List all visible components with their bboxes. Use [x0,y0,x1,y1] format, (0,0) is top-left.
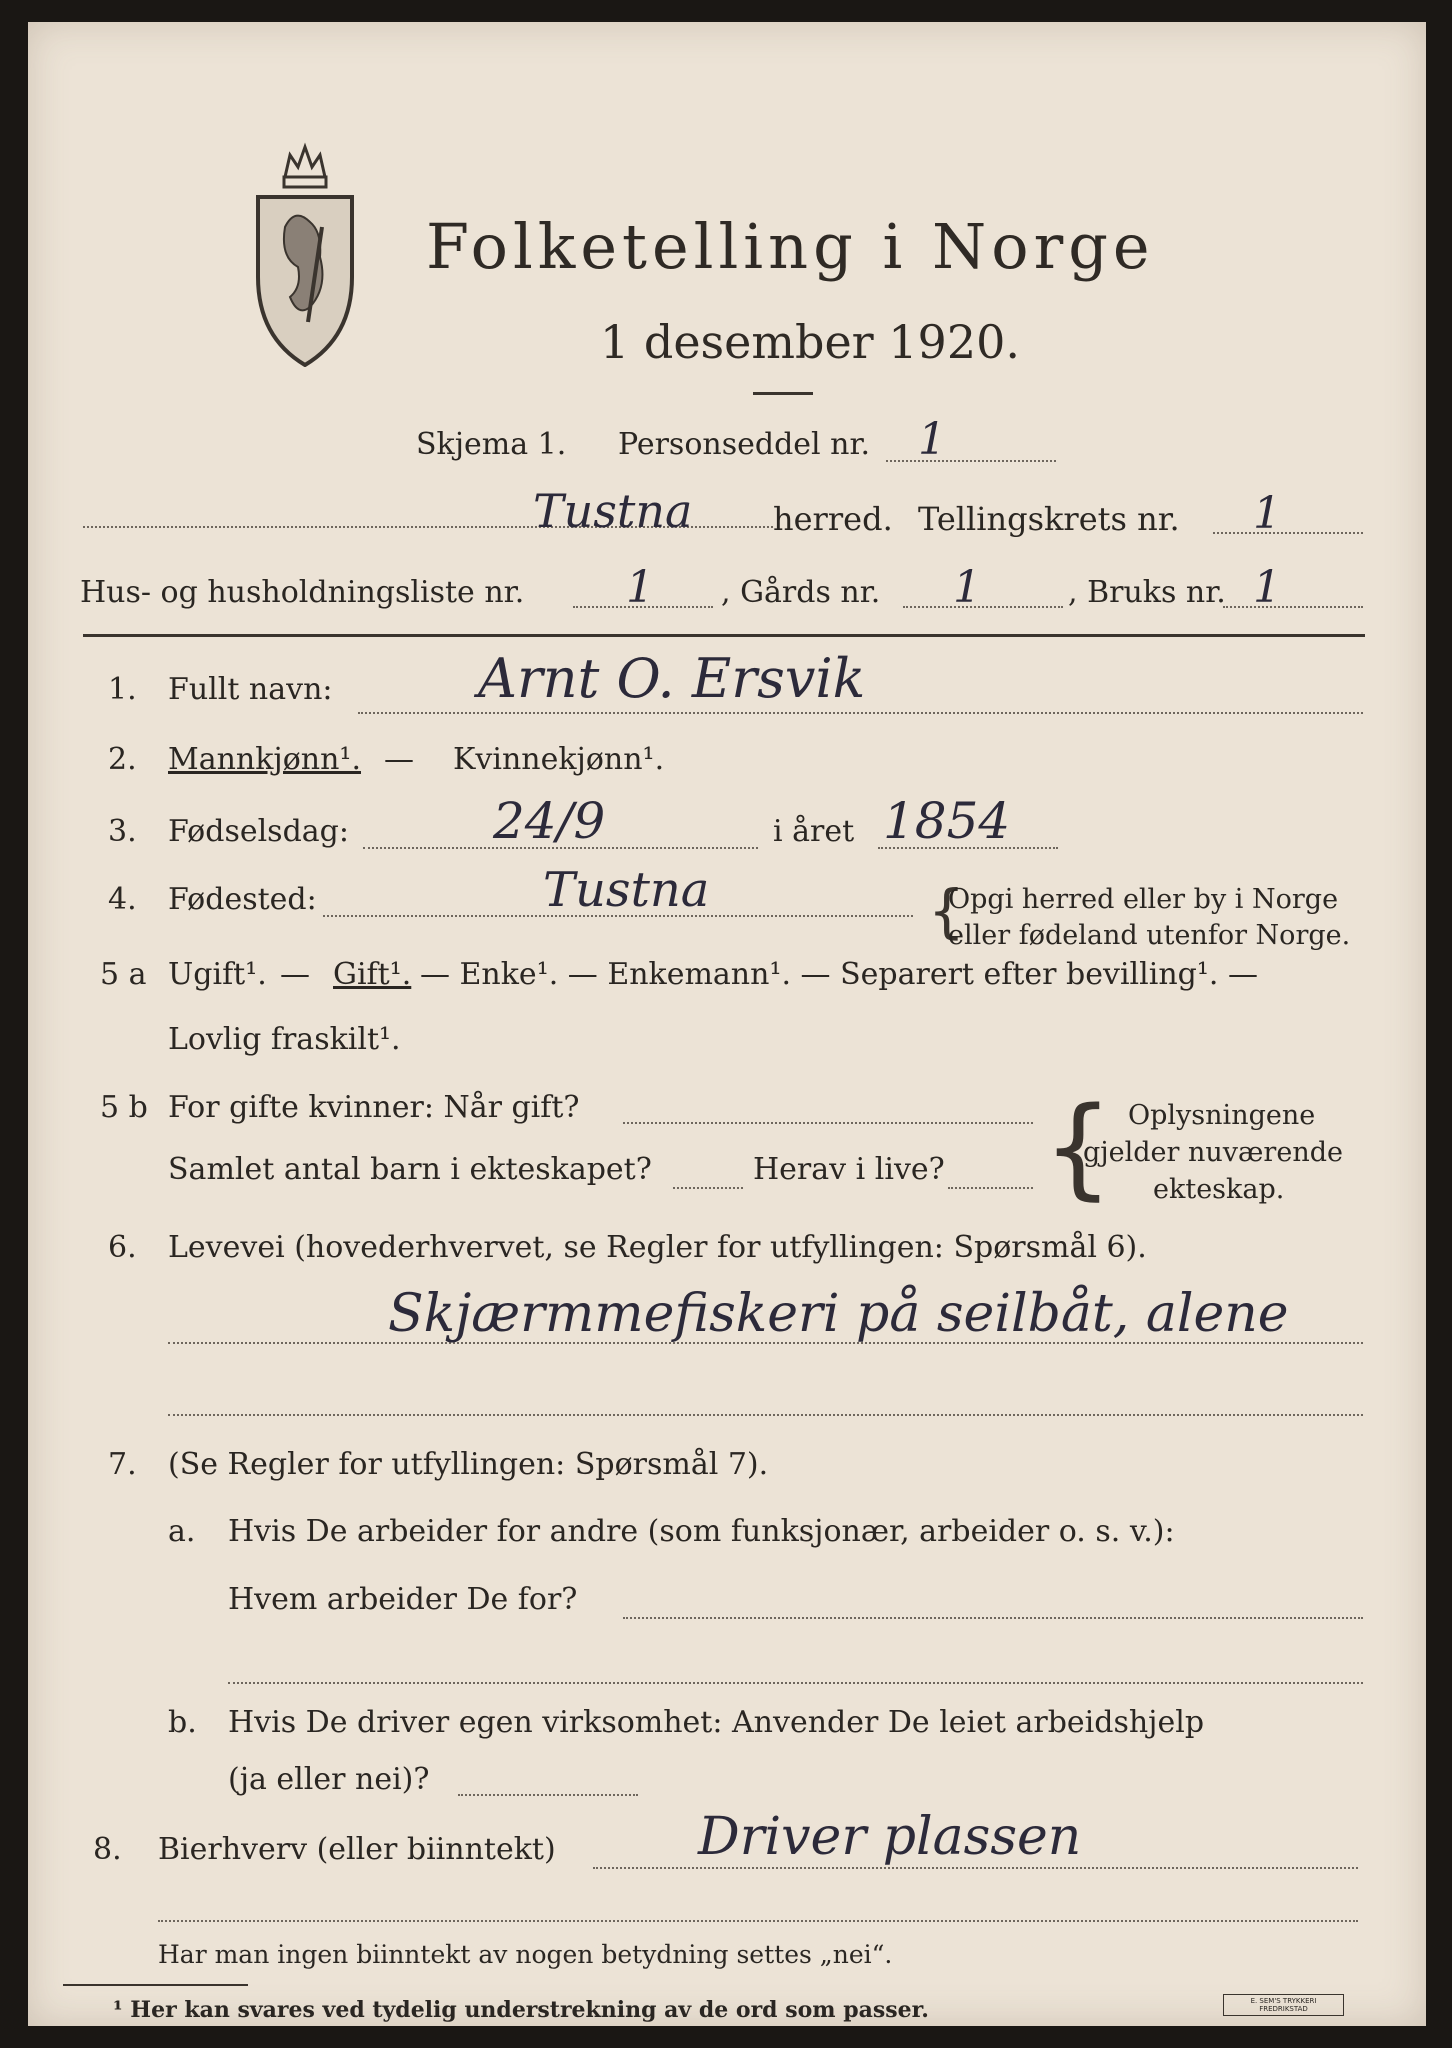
personseddel-value: 1 [918,414,946,465]
q2-female: Kvinnekjønn¹. [453,742,665,777]
q8-number: 8. [93,1832,122,1867]
q2-number: 2. [108,742,137,777]
herred-label: herred. [773,500,893,538]
hus-value: 1 [626,562,654,613]
form-title: Folketelling i Norge [426,210,1155,283]
q5b-label1: For gifte kvinner: Når gift? [168,1090,580,1125]
q3-number: 3. [108,814,137,849]
tellingskrets-label: Tellingskrets nr. [918,500,1180,538]
q1-label: Fullt navn: [168,672,333,707]
q7a-line1: Hvis De arbeider for andre (som funksjonær, arbeider o. s. v.): [228,1514,1175,1549]
q7a-letter: a. [168,1514,196,1549]
q8-line2 [158,1920,1358,1922]
q3-label: Fødselsdag: [168,814,349,849]
hus-label: Hus- og husholdningsliste nr. [80,575,525,610]
q4-value: Tustna [543,862,710,918]
footnote: ¹ Her kan svares ved tydelig understrekning av de ord som passer. [113,1997,929,2023]
q7a-line2: Hvem arbeider De for? [228,1582,578,1617]
gards-line [903,606,1063,608]
q7a-answer-line2 [228,1682,1363,1684]
q5a-line2: Lovlig fraskilt¹. [168,1022,401,1057]
q4-label: Fødested: [168,882,317,917]
norwegian-coat-of-arms-icon [250,137,360,367]
q7b-letter: b. [168,1705,197,1740]
q6-value: Skjærmmefiskeri på seilbåt, alene [388,1284,1289,1344]
q1-number: 1. [108,672,137,707]
q6-line2 [168,1414,1363,1416]
printer-mark: E. SEM'S TRYKKERI FREDRIKSTAD [1223,1994,1344,2016]
q7-label: (Se Regler for utfyllingen: Spørsmål 7). [168,1447,769,1482]
q5a-gift: Gift¹. [333,957,412,992]
bruks-label: , Bruks nr. [1068,575,1226,610]
footer-note: Har man ingen biinntekt av nogen betydning settes „nei“. [158,1940,893,1969]
q5a-dash: — [280,957,310,992]
q5b-line2 [673,1187,743,1189]
q5b-label3: Herav i live? [753,1152,945,1187]
personseddel-line [886,460,1056,462]
q5b-note-line2: gjelder nuværende [1083,1137,1343,1168]
tellingskrets-line [1213,532,1363,534]
header-divider [83,634,1365,637]
q7b-line2: (ja eller nei)? [228,1762,430,1797]
q1-line [358,712,1363,714]
q2-separator: — [384,742,414,777]
q5b-note-line3: ekteskap. [1153,1174,1285,1205]
q5b-line3 [948,1187,1033,1189]
gards-label: , Gårds nr. [721,575,881,610]
q6-number: 6. [108,1230,137,1265]
footnote-divider [63,1984,248,1986]
q2-male: Mannkjønn¹. [168,742,361,777]
q8-value: Driver plassen [698,1807,1082,1867]
q7-number: 7. [108,1447,137,1482]
bruks-line [1223,606,1363,608]
q7b-answer-line [458,1794,638,1796]
q5a-other-options: — Enke¹. — Enkemann¹. — Separert efter bevilling¹. — [420,957,1258,992]
q8-label: Bierhverv (eller biinntekt) [158,1832,556,1867]
q3-day-value: 24/9 [493,792,606,850]
personseddel-label: Personseddel nr. [618,427,871,462]
tellingskrets-value: 1 [1253,488,1281,539]
q5a-ugift: Ugift¹. [168,957,267,992]
q5b-note-brace: { [1043,1083,1113,1211]
q5a-number: 5 a [100,957,147,992]
q5b-number: 5 b [100,1090,148,1125]
q3-year-label: i året [773,814,855,849]
census-date: 1 desember 1920. [600,315,1020,369]
q4-note-line1: Opgi herred eller by i Norge [948,884,1339,915]
q7b-line1: Hvis De driver egen virksomhet: Anvender De leiet arbeidshjelp [228,1705,1205,1740]
q1-value: Arnt O. Ersvik [478,647,866,710]
q3-year-value: 1854 [883,792,1011,850]
q5b-label2: Samlet antal barn i ekteskapet? [168,1152,652,1187]
gards-value: 1 [953,562,981,613]
census-form-page [28,22,1426,2026]
q5b-note-line1: Oplysningene [1128,1100,1316,1131]
q8-line1 [593,1867,1358,1869]
q7a-answer-line [623,1617,1363,1619]
bruks-value: 1 [1253,562,1281,613]
q4-note-brace: { [928,877,965,945]
title-divider [753,392,813,395]
q4-note-line2: eller fødeland utenfor Norge. [948,920,1351,951]
skjema-label: Skjema 1. [416,427,567,462]
herred-value: Tustna [533,484,693,538]
q5b-line1 [623,1122,1033,1124]
q4-number: 4. [108,882,137,917]
q6-label: Levevei (hovederhvervet, se Regler for utfyllingen: Spørsmål 6). [168,1230,1147,1265]
